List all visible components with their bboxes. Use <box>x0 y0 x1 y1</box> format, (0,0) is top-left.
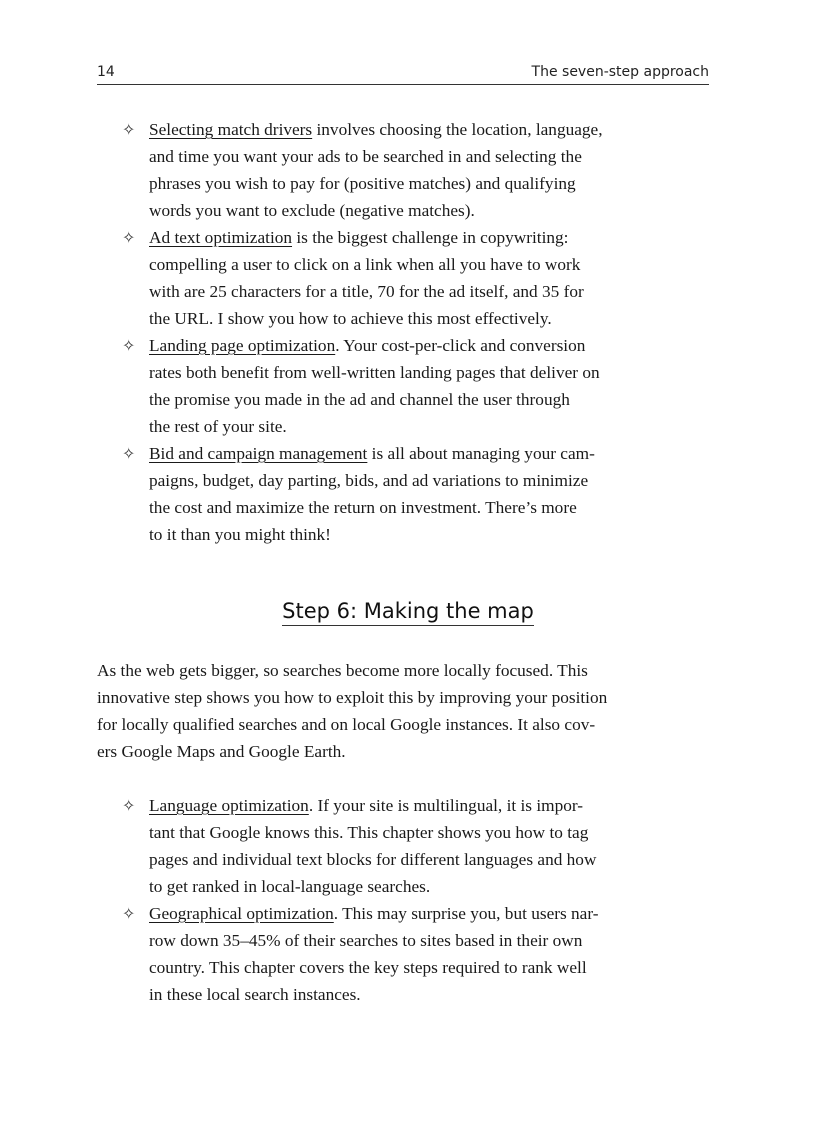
paragraph-line: As the web gets bigger, so searches become more locally focused. This <box>97 661 588 680</box>
list-item <box>122 440 712 548</box>
bullet-text: words you want to exclude (negative matches). <box>149 201 475 220</box>
bullet-text: and time you want your ads to be searched in and selecting the <box>149 147 582 166</box>
running-title: The seven-step approach <box>531 64 709 80</box>
bullet-text: to it than you might think! <box>149 525 331 544</box>
bullet-text: to get ranked in local-language searches. <box>149 877 431 896</box>
section-title: Step 6: Making the map <box>282 599 534 626</box>
bullet-list-top <box>122 116 712 548</box>
bullet-list-bottom <box>122 792 712 1008</box>
four-point-star-icon: ✧ <box>122 796 136 815</box>
bullet-term: Geographical optimization <box>149 904 334 923</box>
bullet-text: row down 35–45% of their searches to sites based in their own <box>149 931 583 950</box>
bullet-text: is all about managing your cam- <box>367 444 595 463</box>
running-header <box>97 64 709 85</box>
list-item <box>122 224 712 332</box>
bullet-text: phrases you wish to pay for (positive matches) and qualifying <box>149 174 576 193</box>
bullet-text: pages and individual text blocks for different languages and how <box>149 850 597 869</box>
bullet-text: is the biggest challenge in copywriting: <box>292 228 569 247</box>
four-point-star-icon: ✧ <box>122 336 136 355</box>
section-heading <box>0 599 816 623</box>
bullet-term: Selecting match drivers <box>149 120 313 139</box>
bullet-text: the URL. I show you how to achieve this most effectively. <box>149 309 552 328</box>
paragraph-line: innovative step shows you how to exploit this by improving your position <box>97 688 608 707</box>
four-point-star-icon: ✧ <box>122 228 136 247</box>
bullet-term: Landing page optimization <box>149 336 336 355</box>
four-point-star-icon: ✧ <box>122 904 136 923</box>
bullet-text: involves choosing the location, language, <box>312 120 603 139</box>
bullet-term: Bid and campaign management <box>149 444 368 463</box>
list-item <box>122 792 712 900</box>
bullet-text: tant that Google knows this. This chapter shows you how to tag <box>149 823 589 842</box>
bullet-term: Ad text optimization <box>149 228 293 247</box>
bullet-term: Language optimization <box>149 796 309 815</box>
bullet-text: . Your cost-per-click and conversion <box>335 336 586 355</box>
paragraph-line: ers Google Maps and Google Earth. <box>97 742 346 761</box>
bullet-text: the cost and maximize the return on investment. There’s more <box>149 498 577 517</box>
section-paragraph <box>97 657 713 765</box>
four-point-star-icon: ✧ <box>122 120 136 139</box>
bullet-text: in these local search instances. <box>149 985 361 1004</box>
page-number: 14 <box>97 64 115 80</box>
list-item <box>122 332 712 440</box>
bullet-text: with are 25 characters for a title, 70 for the ad itself, and 35 for <box>149 282 584 301</box>
bullet-text: . If your site is multilingual, it is impor- <box>308 796 584 815</box>
bullet-text: country. This chapter covers the key steps required to rank well <box>149 958 587 977</box>
list-item <box>122 116 712 224</box>
bullet-text: the rest of your site. <box>149 417 287 436</box>
paragraph-line: for locally qualified searches and on local Google instances. It also cov- <box>97 715 596 734</box>
bullet-text: the promise you made in the ad and channel the user through <box>149 390 570 409</box>
list-item <box>122 900 712 1008</box>
bullet-text: compelling a user to click on a link when all you have to work <box>149 255 581 274</box>
bullet-text: paigns, budget, day parting, bids, and ad variations to minimize <box>149 471 589 490</box>
four-point-star-icon: ✧ <box>122 444 136 463</box>
bullet-text: rates both benefit from well-written landing pages that deliver on <box>149 363 600 382</box>
bullet-text: . This may surprise you, but users nar- <box>333 904 599 923</box>
